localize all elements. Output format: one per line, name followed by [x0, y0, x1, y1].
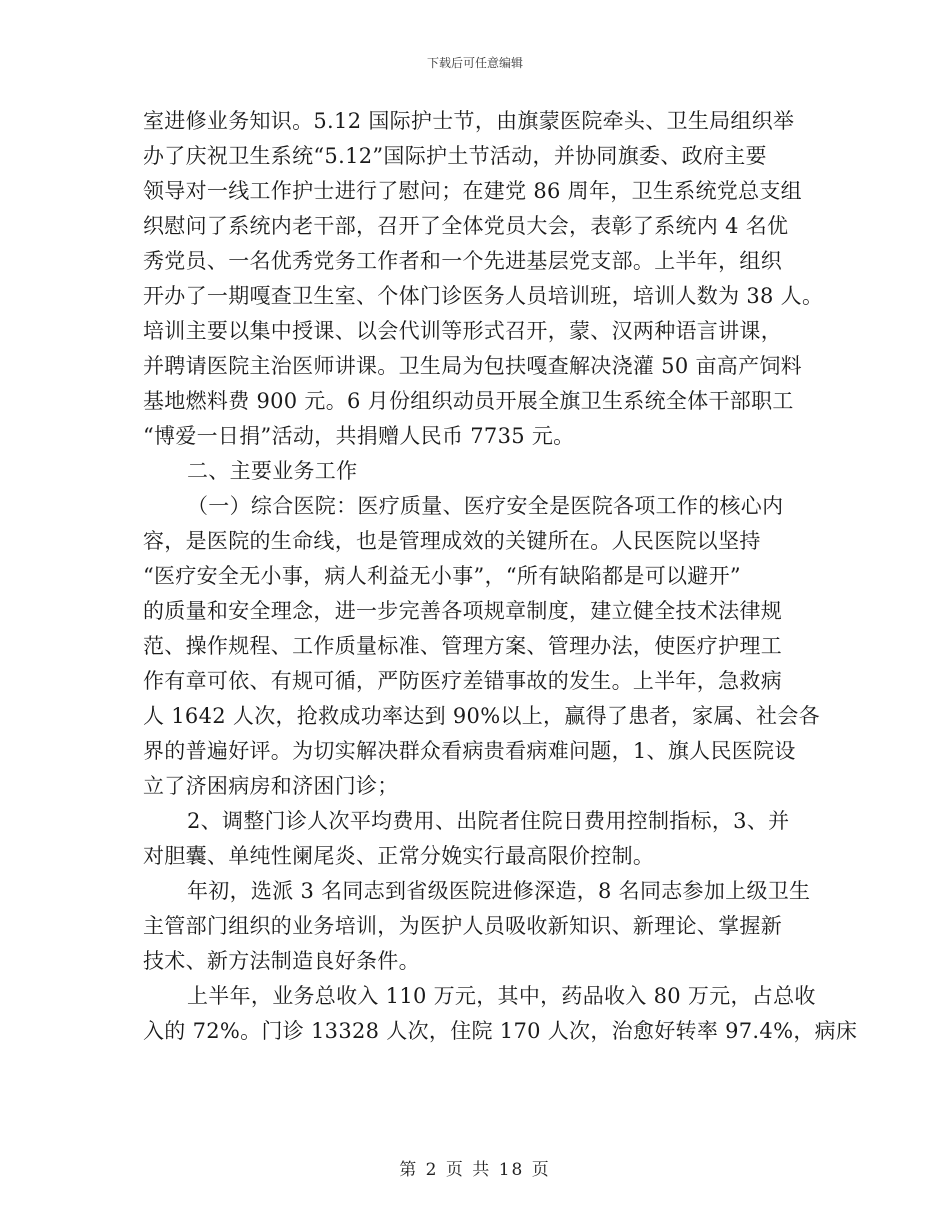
text-line: “医疗安全无小事，病人利益无小事”，“所有缺陷都是可以避开” [143, 564, 741, 588]
page-footer: 第 2 页 共 18 页 [399, 1160, 551, 1180]
text-line: “博爱一日捐”活动，共捐赠人民币 7735 元。 [143, 424, 575, 448]
text-line: 年初，选派 3 名同志到省级医院进修深造，8 名同志参加上级卫生 [187, 879, 811, 903]
text-line: 对胆囊、单纯性阑尾炎、正常分娩实行最高限价控制。 [143, 844, 655, 868]
text-line: 办了庆祝卫生系统“5.12”国际护土节活动，并协同旗委、政府主要 [143, 144, 767, 168]
text-line: 范、操作规程、工作质量标准、管理方案、管理办法，使医疗护理工 [143, 634, 782, 658]
text-line: 入的 72%。门诊 13328 人次，住院 170 人次，治愈好转率 97.4%，病床 [143, 1019, 858, 1043]
text-line: 室进修业务知识。5.12 国际护士节，由旗蒙医院牵头、卫生局组织举 [143, 109, 795, 133]
text-line: 秀党员、一名优秀党务工作者和一个先进基层党支部。上半年，组织 [143, 249, 782, 273]
text-line: 立了济困病房和济困门诊； [143, 774, 399, 798]
text-line: （一）综合医院：医疗质量、医疗安全是医院各项工作的核心内 [187, 494, 784, 518]
page-header: 下载后可任意编辑 [426, 56, 523, 70]
document-body [143, 104, 858, 1049]
text-line: 织慰问了系统内老干部，召开了全体党员大会，表彰了系统内 4 名优 [143, 214, 789, 238]
text-line: 二、主要业务工作 [187, 459, 358, 483]
text-line: 培训主要以集中授课、以会代训等形式召开，蒙、汉两种语言讲课， [143, 319, 782, 343]
text-line: 界的普遍好评。为切实解决群众看病贵看病难问题，1、旗人民医院设 [143, 739, 796, 763]
text-line: 容，是医院的生命线，也是管理成效的关键所在。人民医院以坚持 [143, 529, 761, 553]
text-line: 的质量和安全理念，进一步完善各项规章制度，建立健全技术法律规 [143, 599, 782, 623]
text-line: 并聘请医院主治医师讲课。卫生局为包扶嘎查解决浇灌 50 亩高产饲料 [143, 354, 802, 378]
text-line: 2、调整门诊人次平均费用、出院者住院日费用控制指标，3、并 [187, 809, 790, 833]
text-line: 人 1642 人次，抢救成功率达到 90%以上，赢得了患者，家属、社会各 [143, 704, 820, 728]
text-line: 开办了一期嘎查卫生室、个体门诊医务人员培训班，培训人数为 38 人。 [143, 284, 824, 308]
text-line: 上半年，业务总收入 110 万元，其中，药品收入 80 万元，占总收 [187, 984, 816, 1008]
text-line: 主管部门组织的业务培训，为医护人员吸收新知识、新理论、掌握新 [143, 914, 782, 938]
text-line: 作有章可依、有规可循，严防医疗差错事故的发生。上半年，急救病 [143, 669, 782, 693]
text-line: 领导对一线工作护士进行了慰问；在建党 86 周年，卫生系统党总支组 [143, 179, 802, 203]
text-line: 技术、新方法制造良好条件。 [143, 949, 420, 973]
text-line: 基地燃料费 900 元。6 月份组织动员开展全旗卫生系统全体干部职工 [143, 389, 794, 413]
